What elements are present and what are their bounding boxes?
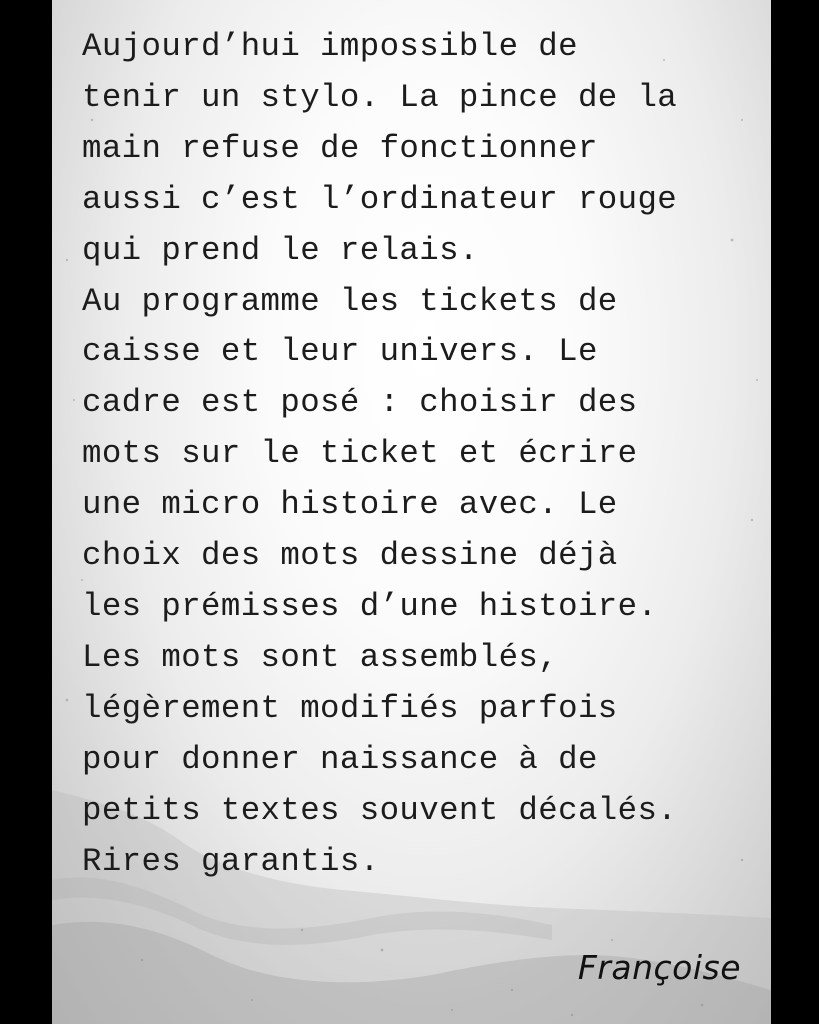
text-line: main refuse de fonctionner bbox=[82, 129, 598, 167]
text-line: choix des mots dessine déjà bbox=[82, 537, 618, 575]
text-line: petits textes souvent décalés. bbox=[82, 791, 678, 829]
text-line: mots sur le ticket et écrire bbox=[82, 435, 638, 473]
paper-sheet bbox=[52, 0, 771, 1024]
signature: Françoise bbox=[577, 948, 741, 987]
text-line: caisse et leur univers. Le bbox=[82, 333, 598, 371]
text-line: Rires garantis. bbox=[82, 842, 380, 880]
text-line: aussi c’est l’ordinateur rouge bbox=[82, 180, 678, 218]
text-line: Les mots sont assemblés, bbox=[82, 638, 559, 676]
text-line: une micro histoire avec. Le bbox=[82, 486, 618, 524]
text-line: pour donner naissance à de bbox=[82, 740, 598, 778]
text-line: légèrement modifiés parfois bbox=[82, 689, 618, 727]
text-line: qui prend le relais. bbox=[82, 231, 479, 269]
text-line: tenir un stylo. La pince de la bbox=[82, 78, 678, 116]
text-line: Au programme les tickets de bbox=[82, 282, 618, 320]
text-line: Aujourd’hui impossible de bbox=[82, 28, 578, 65]
text-line: cadre est posé : choisir des bbox=[82, 384, 638, 422]
text-line: les prémisses d’une histoire. bbox=[82, 587, 658, 625]
body-text bbox=[82, 22, 762, 887]
